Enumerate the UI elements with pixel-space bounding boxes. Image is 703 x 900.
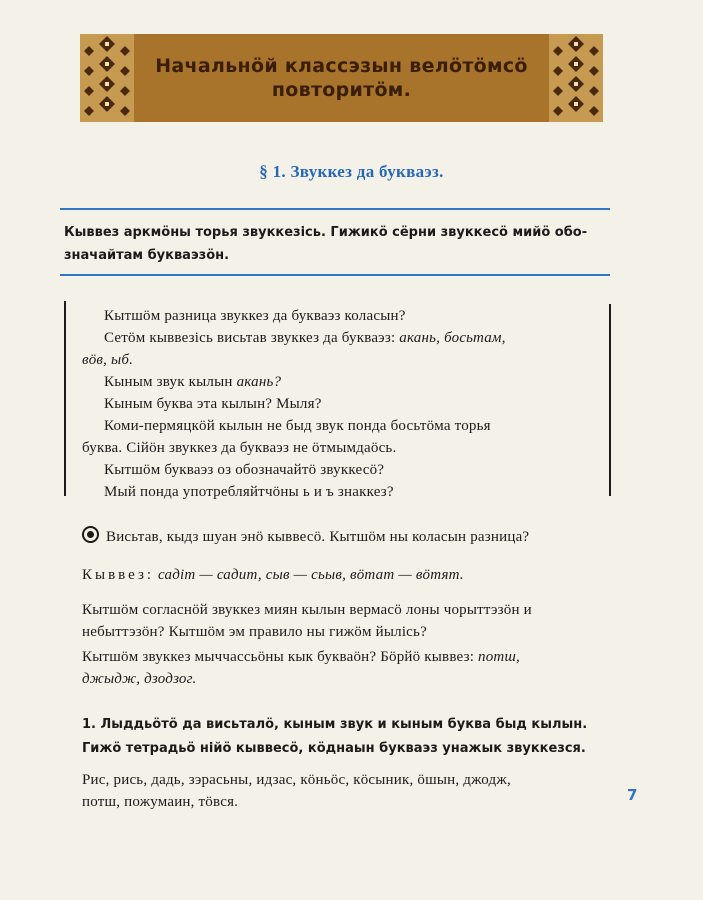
section-title: § 1. Звуккез да букваэз. xyxy=(259,162,444,181)
frame-p7: Мый понда употребляйтчӧны ь и ъ знаккез? xyxy=(104,484,394,500)
chapter-banner xyxy=(80,34,603,122)
frame-right-bar xyxy=(609,304,611,496)
frame-p5: Коми-пермяцкӧй кылын не быд звук понда босьтӧма торья xyxy=(104,418,491,434)
divider-top xyxy=(60,208,610,210)
question-consonants xyxy=(82,599,617,643)
ornament-right-icon xyxy=(549,34,603,122)
question-letters xyxy=(82,646,617,690)
frame-p4: Кыным буква эта кылын? Мыля? xyxy=(104,396,322,412)
frame-p6: Кытшӧм букваэз оз обозначайтӧ звуккесӧ? xyxy=(104,462,385,478)
frame-p1: Кытшӧм разница звуккез да букваэз коласын? xyxy=(104,308,406,324)
frame-p3: Кыным звук кылын акань? xyxy=(104,374,282,390)
frame-p5-cont: буква. Сійӧн звуккез да букваэз не ӧтмымдаӧсь. xyxy=(82,440,397,456)
question-letters-line2: джыдж, дзодзог. xyxy=(82,671,197,687)
task1-words-line1: Рис, рись, дадь, зэрасьны, идзас, кӧньӧс, кӧсыник, ӧшын, джодж, xyxy=(82,772,511,788)
rule-info-line2: значайтам букваэзӧн. xyxy=(64,248,230,263)
frame-left-bar xyxy=(64,301,66,496)
frame-p2-cont: вӧв, ыб. xyxy=(82,352,134,368)
question-consonants-line1: Кытшӧм согласнӧй звуккез миян кылын вермасӧ лоны чорыттэзӧн и xyxy=(82,602,532,618)
question-letters-line1: Кытшӧм звуккез мыччассьӧны кык букваӧн? Бӧрйӧ кыввез: потш, xyxy=(82,649,520,665)
question-consonants-line2: небыттэзӧн? Кытшӧм эм правило ны гижӧм йылісь? xyxy=(82,624,427,640)
ornament-left-icon xyxy=(80,34,134,122)
page-number: 7 xyxy=(627,786,638,804)
banner-title xyxy=(155,54,528,102)
word-examples xyxy=(82,564,622,586)
exercise-intro-text: Висьтав, кыдз шуан энӧ кыввесӧ. Кытшӧм ны коласын разница? xyxy=(106,529,530,545)
word-examples-label: Кыввез: xyxy=(82,567,155,583)
banner-title-line1: Начальнӧй классэзын велӧтӧмсӧ xyxy=(155,55,528,77)
task1-line2: Гижӧ тетрадьӧ нійӧ кыввесӧ, кӧднаын букваэз унажык звуккезся. xyxy=(82,741,586,756)
task1-words xyxy=(82,769,617,813)
frame-p2: Сетӧм кыввезісь висьтав звуккез да букваэз: акань, босьтам, xyxy=(104,330,506,346)
task1-instructions xyxy=(82,713,622,761)
target-icon xyxy=(82,526,99,543)
task1-line1: 1. Лыддьӧтӧ да висьталӧ, кыным звук и кыным буква быд кылын. xyxy=(82,717,588,732)
frame-text xyxy=(82,305,596,503)
task1-words-line2: потш, пожумаин, тӧвся. xyxy=(82,794,239,810)
banner-title-box xyxy=(134,34,549,122)
word-examples-list: садіт — садит, сыв — сьыв, вӧтат — вӧтят. xyxy=(158,567,464,583)
exercise-intro xyxy=(82,526,622,548)
rule-info xyxy=(64,221,610,267)
divider-bottom xyxy=(60,274,610,276)
banner-title-line2: повторитӧм. xyxy=(271,79,412,101)
rule-info-line1: Кыввез аркмӧны торья звуккезісь. Гижикӧ сёрни звуккесӧ мийӧ обо- xyxy=(64,225,588,240)
